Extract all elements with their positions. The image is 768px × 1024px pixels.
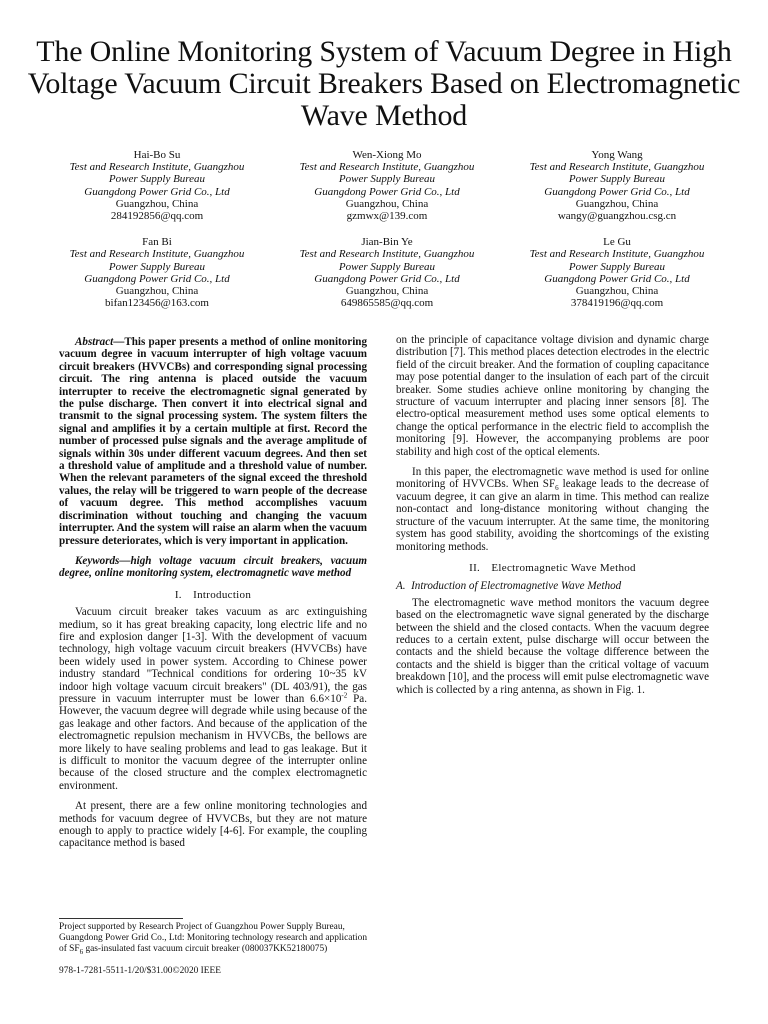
paragraph: At present, there are a few online monitoring technologies and methods for vacuum degree of HVVCBs, but they are not mature enough to apply to practice widely [4-6]. For example, the coupling capacitance method is based	[59, 800, 367, 850]
author-name: Le Gu	[603, 236, 631, 249]
paragraph	[396, 466, 709, 553]
paragraph-text: leakage leads to the decrease of vacuum degree, it can give an alarm in time. This method can realize non-contact and long-distance monitoring without changing the structure of the vacuum interrupter. At the same time, the monitoring system has good stability, avoiding the shortcomings of the existing monitoring methods.	[396, 478, 709, 553]
left-column	[59, 336, 367, 850]
author-email[interactable]: gzmwx@139.com	[346, 210, 428, 223]
author-affiliation: Power Supply Bureau	[568, 173, 666, 186]
author-affiliation: Guangdong Power Grid Co., Ltd	[314, 185, 460, 198]
author-affiliation: Guangdong Power Grid Co., Ltd	[84, 185, 230, 198]
abstract-text: —This paper presents a method of online monitoring vacuum degree in vacuum interrupter of high voltage vacuum circuit breakers (HVVCBs) and corresponding signal processing circuit. The ring antenna is placed outside the vacuum interrupter to receive the electromagnetic signal generated by the pulse discharge. Then convert it into electrical signal and transmit to the signal processing system. The system filters the signal and amplifies it by a certain multiple at first. Record the number of processed pulse signals and the average amplitude of signals within 30s under different vacuum degrees. And then set a threshold value of amplitude and a threshold value of number. When the relevant parameters of the signal exceed the threshold values, the relay will be triggered to warn people of the decrease of vacuum degree. This method accomplishes vacuum discrimination without touching and changing the vacuum interrupter. And the system will raise an alarm when the vacuum pressure deteriorates, which is very important in application.	[59, 336, 367, 547]
subscript: 6	[555, 484, 559, 493]
author-name: Wen-Xiong Mo	[352, 149, 422, 161]
author-affiliation: Guangdong Power Grid Co., Ltd	[84, 272, 230, 285]
superscript: -2	[341, 691, 348, 700]
author-card	[42, 149, 272, 222]
author-city: Guangzhou, China	[115, 285, 199, 298]
footnote-divider	[59, 918, 183, 919]
author-city: Guangzhou, China	[345, 197, 429, 210]
author-card	[502, 149, 732, 222]
author-name: Yong Wang	[591, 149, 643, 161]
author-email[interactable]: bifan123456@163.com	[105, 297, 209, 310]
author-name: Jian-Bin Ye	[361, 236, 413, 249]
author-affiliation: Guangdong Power Grid Co., Ltd	[314, 272, 460, 285]
paragraph-text: Vacuum circuit breaker takes vacuum as arc extinguishing medium, so it has great breaking capacity, long electric life and no fire and explosion danger [1-3]. With the development of vacuum technology, high voltage vacuum circuit breakers (HVVCBs) have been widely used in power system. According to Chinese power industry standard "Technical conditions for ordering 10~35 kV indoor high voltage vacuum circuit breakers" (DL 403/91), the gas pressure in vacuum interrupter must be lower than 6.6×10	[59, 606, 367, 705]
author-affiliation: Guangdong Power Grid Co., Ltd	[544, 272, 690, 285]
author-card	[272, 236, 502, 309]
author-city: Guangzhou, China	[345, 285, 429, 298]
paragraph-text: In this paper, the electromagnetic wave method is used for online monitoring of HVVCBs. When SF	[396, 466, 709, 491]
abstract	[59, 336, 367, 547]
author-affiliation: Test and Research Institute, Guangzhou	[529, 161, 705, 174]
author-email[interactable]: 649865585@qq.com	[340, 297, 434, 310]
keywords: Keywords—high voltage vacuum circuit breakers, vacuum degree, online monitoring system, electromagnetic wave method	[59, 554, 367, 580]
author-city: Guangzhou, China	[115, 197, 199, 210]
subsection-heading: A. Introduction of Electromagnetive Wave Method	[396, 580, 622, 593]
right-column	[396, 334, 709, 696]
paragraph: The electromagnetic wave method monitors the vacuum degree based on the electromagnetic wave signal generated by the discharge between the shield and the closed contacts. When the vacuum degree reduces to a certain extent, pulse discharge will occur between the contacts and the shield because the voltage difference between the contacts and the shield is bigger than the critical voltage of vacuum breakdown [10], and the process will emit pulse electromagnetic wave which is collected by a ring antenna, as shown in Fig. 1.	[396, 596, 709, 696]
author-affiliation: Power Supply Bureau	[338, 260, 436, 273]
copyright-line: 978-1-7281-5511-1/20/$31.00©2020 IEEE	[59, 966, 221, 976]
author-card	[502, 236, 732, 309]
author-affiliation: Test and Research Institute, Guangzhou	[69, 161, 245, 174]
author-city: Guangzhou, China	[575, 285, 659, 298]
author-affiliation: Power Supply Bureau	[108, 173, 206, 186]
footnote	[59, 922, 369, 954]
paragraph-text: Pa. However, the vacuum degree will degrade while using because of the gas leakage and other factors. And because of the application of the electromagnetic repulsion mechanism in HVVCBs, the bellows are more likely to have sealing problems and lead to gas leakage. But it is difficult to monitor the vacuum degree of the interrupter online because of the closed structure and the complex electromagnetic environment.	[59, 692, 368, 792]
author-affiliation: Test and Research Institute, Guangzhou	[529, 248, 705, 261]
author-affiliation: Power Supply Bureau	[568, 260, 666, 273]
author-affiliation: Power Supply Bureau	[338, 173, 436, 186]
author-card	[272, 149, 502, 222]
footnote-text: Project supported by Research Project of Guangzhou Power Supply Bureau, Guangdong Power Grid Co., Ltd: Monitoring technology research and application of SF	[59, 922, 368, 954]
author-city: Guangzhou, China	[575, 197, 659, 210]
author-name: Hai-Bo Su	[133, 149, 181, 161]
author-email[interactable]: 378419196@qq.com	[570, 297, 664, 310]
paper-title: The Online Monitoring System of Vacuum Degree in High Voltage Vacuum Circuit Breakers Based on Electromagnetic Wave Method	[27, 35, 741, 132]
author-card	[42, 236, 272, 309]
footnote-text: gas-insulated fast vacuum circuit breaker (080037KK52180075)	[83, 943, 328, 954]
paragraph: on the principle of capacitance voltage division and dynamic charge distribution [7]. This method places detection electrodes in the electric field of the circuit breaker. And the formation of coupling capacitance may pose potential danger to the insulation of each part of the circuit breaker. Some studies achieve online monitoring by changing the structure of vacuum interrupter and placing inner sensors [8]. The electro-optical measurement method uses some optical elements to change the optical performance in the electric field to accomplish the monitoring [9]. However, the accompanying problems are poor stability and high cost of the optical elements.	[396, 334, 709, 458]
author-affiliation: Test and Research Institute, Guangzhou	[69, 248, 245, 261]
author-email[interactable]: 284192856@qq.com	[110, 210, 204, 223]
author-affiliation: Power Supply Bureau	[108, 260, 206, 273]
author-affiliation: Test and Research Institute, Guangzhou	[299, 161, 475, 174]
subscript: 6	[79, 947, 84, 956]
abstract-lead: Abstract	[75, 336, 114, 348]
paragraph	[59, 606, 367, 792]
author-affiliation: Guangdong Power Grid Co., Ltd	[544, 185, 690, 198]
author-affiliation: Test and Research Institute, Guangzhou	[299, 248, 475, 261]
section-heading-electromagnetic-wave-method: II. Electromagnetic Wave Method	[469, 561, 636, 574]
section-heading-introduction: I. Introduction	[174, 588, 252, 601]
author-block	[42, 149, 732, 309]
author-name: Fan Bi	[142, 236, 172, 249]
author-email[interactable]: wangy@guangzhou.csg.cn	[557, 210, 677, 223]
